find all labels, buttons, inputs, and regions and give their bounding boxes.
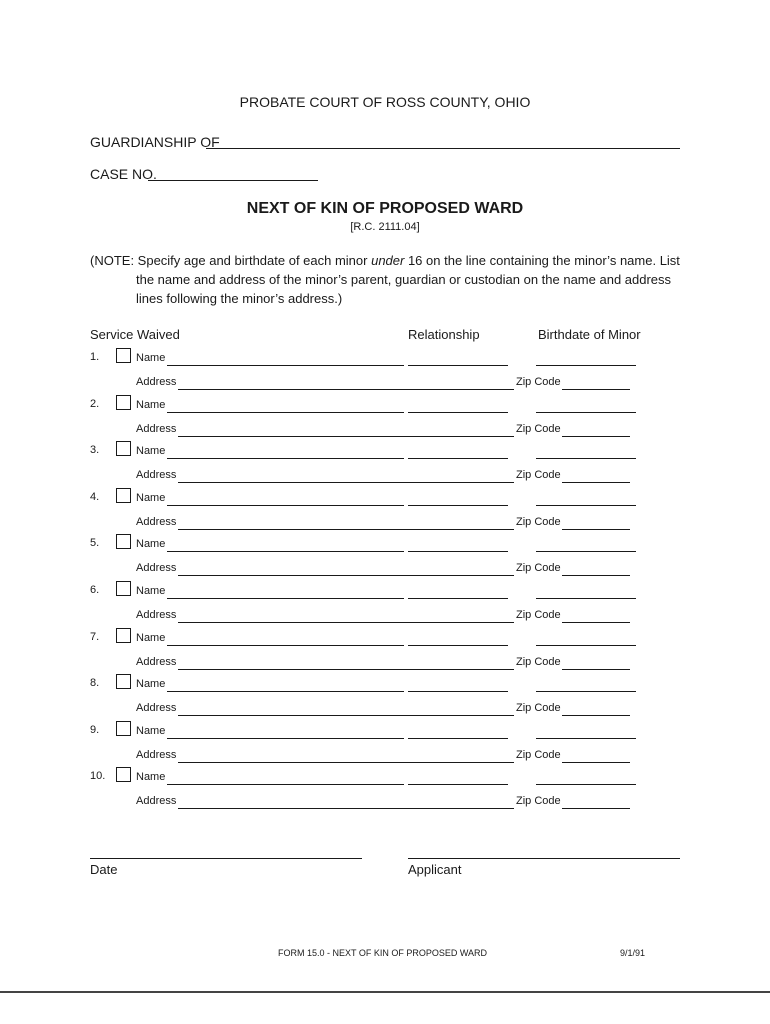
note-emphasis: under bbox=[371, 253, 405, 268]
address-label: Address bbox=[136, 469, 177, 481]
address-field[interactable] bbox=[178, 808, 514, 809]
instruction-note bbox=[90, 251, 680, 308]
service-waived-checkbox[interactable] bbox=[116, 674, 131, 689]
zip-code-field[interactable] bbox=[562, 575, 630, 576]
name-label: Name bbox=[136, 492, 166, 504]
name-label: Name bbox=[136, 352, 166, 364]
zip-code-label: Zip Code bbox=[516, 749, 561, 761]
kin-entry bbox=[0, 534, 770, 580]
birthdate-field[interactable] bbox=[536, 738, 636, 739]
entry-number: 2. bbox=[90, 398, 100, 410]
zip-code-field[interactable] bbox=[562, 389, 630, 390]
footer-form-label: FORM 15.0 - NEXT OF KIN OF PROPOSED WARD bbox=[278, 948, 488, 958]
birthdate-field[interactable] bbox=[536, 784, 636, 785]
address-field[interactable] bbox=[178, 669, 514, 670]
address-field[interactable] bbox=[178, 622, 514, 623]
entry-number: 4. bbox=[90, 491, 100, 503]
zip-code-field[interactable] bbox=[562, 808, 630, 809]
birthdate-field[interactable] bbox=[536, 598, 636, 599]
zip-code-field[interactable] bbox=[562, 436, 630, 437]
address-field[interactable] bbox=[178, 436, 514, 437]
address-field[interactable] bbox=[178, 762, 514, 763]
name-label: Name bbox=[136, 445, 166, 457]
kin-entry bbox=[0, 674, 770, 720]
name-label: Name bbox=[136, 725, 166, 737]
zip-code-label: Zip Code bbox=[516, 562, 561, 574]
birthdate-field[interactable] bbox=[536, 412, 636, 413]
relationship-field[interactable] bbox=[408, 412, 508, 413]
name-field[interactable] bbox=[167, 784, 404, 785]
kin-entry bbox=[0, 348, 770, 394]
entry-number: 3. bbox=[90, 444, 100, 456]
address-field[interactable] bbox=[178, 715, 514, 716]
address-field[interactable] bbox=[178, 529, 514, 530]
relationship-field[interactable] bbox=[408, 645, 508, 646]
guardianship-label: GUARDIANSHIP OF bbox=[90, 134, 220, 150]
relationship-field[interactable] bbox=[408, 551, 508, 552]
kin-entry bbox=[0, 488, 770, 534]
service-waived-checkbox[interactable] bbox=[116, 488, 131, 503]
case-no-field[interactable] bbox=[148, 180, 318, 181]
zip-code-label: Zip Code bbox=[516, 516, 561, 528]
case-no-label: CASE NO. bbox=[90, 166, 157, 182]
address-label: Address bbox=[136, 749, 177, 761]
applicant-signature-line[interactable] bbox=[408, 858, 680, 859]
entry-number: 9. bbox=[90, 724, 100, 736]
address-field[interactable] bbox=[178, 575, 514, 576]
birthdate-field[interactable] bbox=[536, 505, 636, 506]
entry-number: 8. bbox=[90, 677, 100, 689]
name-field[interactable] bbox=[167, 598, 404, 599]
court-title: PROBATE COURT OF ROSS COUNTY, OHIO bbox=[239, 94, 531, 110]
guardianship-field[interactable] bbox=[206, 148, 680, 149]
name-field[interactable] bbox=[167, 365, 404, 366]
bottom-rule bbox=[0, 991, 770, 993]
zip-code-field[interactable] bbox=[562, 669, 630, 670]
zip-code-label: Zip Code bbox=[516, 423, 561, 435]
service-waived-checkbox[interactable] bbox=[116, 534, 131, 549]
name-field[interactable] bbox=[167, 738, 404, 739]
name-label: Name bbox=[136, 585, 166, 597]
address-label: Address bbox=[136, 562, 177, 574]
kin-entry bbox=[0, 767, 770, 813]
note-text: (NOTE: Specify age and birthdate of each minor bbox=[90, 253, 372, 268]
entry-number: 5. bbox=[90, 537, 100, 549]
zip-code-label: Zip Code bbox=[516, 795, 561, 807]
service-waived-checkbox[interactable] bbox=[116, 767, 131, 782]
address-label: Address bbox=[136, 376, 177, 388]
zip-code-field[interactable] bbox=[562, 529, 630, 530]
name-field[interactable] bbox=[167, 645, 404, 646]
entry-number: 7. bbox=[90, 631, 100, 643]
zip-code-label: Zip Code bbox=[516, 656, 561, 668]
column-header-service-waived: Service Waived bbox=[90, 327, 180, 342]
date-label: Date bbox=[90, 862, 118, 877]
name-label: Name bbox=[136, 399, 166, 411]
birthdate-field[interactable] bbox=[536, 645, 636, 646]
relationship-field[interactable] bbox=[408, 784, 508, 785]
zip-code-field[interactable] bbox=[562, 622, 630, 623]
kin-entry bbox=[0, 628, 770, 674]
note-text: lines following the minor’s address.) bbox=[136, 291, 343, 306]
name-field[interactable] bbox=[167, 505, 404, 506]
kin-entry bbox=[0, 441, 770, 487]
name-field[interactable] bbox=[167, 691, 404, 692]
address-label: Address bbox=[136, 516, 177, 528]
zip-code-label: Zip Code bbox=[516, 702, 561, 714]
birthdate-field[interactable] bbox=[536, 365, 636, 366]
relationship-field[interactable] bbox=[408, 691, 508, 692]
birthdate-field[interactable] bbox=[536, 458, 636, 459]
form-title: NEXT OF KIN OF PROPOSED WARD bbox=[246, 200, 524, 217]
entry-number: 1. bbox=[90, 351, 100, 363]
zip-code-label: Zip Code bbox=[516, 609, 561, 621]
entry-number: 6. bbox=[90, 584, 100, 596]
relationship-field[interactable] bbox=[408, 505, 508, 506]
zip-code-field[interactable] bbox=[562, 715, 630, 716]
birthdate-field[interactable] bbox=[536, 691, 636, 692]
address-field[interactable] bbox=[178, 389, 514, 390]
relationship-field[interactable] bbox=[408, 458, 508, 459]
address-field[interactable] bbox=[178, 482, 514, 483]
kin-entry bbox=[0, 721, 770, 767]
service-waived-checkbox[interactable] bbox=[116, 721, 131, 736]
address-label: Address bbox=[136, 656, 177, 668]
note-text: the name and address of the minor’s parent, guardian or custodian on the name and address bbox=[136, 272, 672, 287]
column-header-relationship: Relationship bbox=[408, 327, 480, 342]
zip-code-label: Zip Code bbox=[516, 469, 561, 481]
name-label: Name bbox=[136, 538, 166, 550]
name-field[interactable] bbox=[167, 551, 404, 552]
kin-entry bbox=[0, 581, 770, 627]
note-text: 16 on the line containing the minor’s name. List bbox=[404, 253, 680, 268]
name-label: Name bbox=[136, 678, 166, 690]
relationship-field[interactable] bbox=[408, 738, 508, 739]
address-label: Address bbox=[136, 795, 177, 807]
name-field[interactable] bbox=[167, 412, 404, 413]
birthdate-field[interactable] bbox=[536, 551, 636, 552]
entry-number: 10. bbox=[90, 770, 106, 782]
statute-reference: [R.C. 2111.04] bbox=[350, 221, 420, 233]
address-label: Address bbox=[136, 609, 177, 621]
service-waived-checkbox[interactable] bbox=[116, 348, 131, 363]
zip-code-field[interactable] bbox=[562, 482, 630, 483]
relationship-field[interactable] bbox=[408, 365, 508, 366]
column-header-birthdate: Birthdate of Minor bbox=[538, 327, 641, 342]
service-waived-checkbox[interactable] bbox=[116, 441, 131, 456]
date-signature-line[interactable] bbox=[90, 858, 362, 859]
zip-code-field[interactable] bbox=[562, 762, 630, 763]
service-waived-checkbox[interactable] bbox=[116, 628, 131, 643]
footer-date: 9/1/91 bbox=[620, 948, 646, 958]
service-waived-checkbox[interactable] bbox=[116, 395, 131, 410]
address-label: Address bbox=[136, 423, 177, 435]
name-field[interactable] bbox=[167, 458, 404, 459]
applicant-label: Applicant bbox=[408, 862, 462, 877]
zip-code-label: Zip Code bbox=[516, 376, 561, 388]
service-waived-checkbox[interactable] bbox=[116, 581, 131, 596]
relationship-field[interactable] bbox=[408, 598, 508, 599]
address-label: Address bbox=[136, 702, 177, 714]
kin-entry bbox=[0, 395, 770, 441]
name-label: Name bbox=[136, 771, 166, 783]
name-label: Name bbox=[136, 632, 166, 644]
